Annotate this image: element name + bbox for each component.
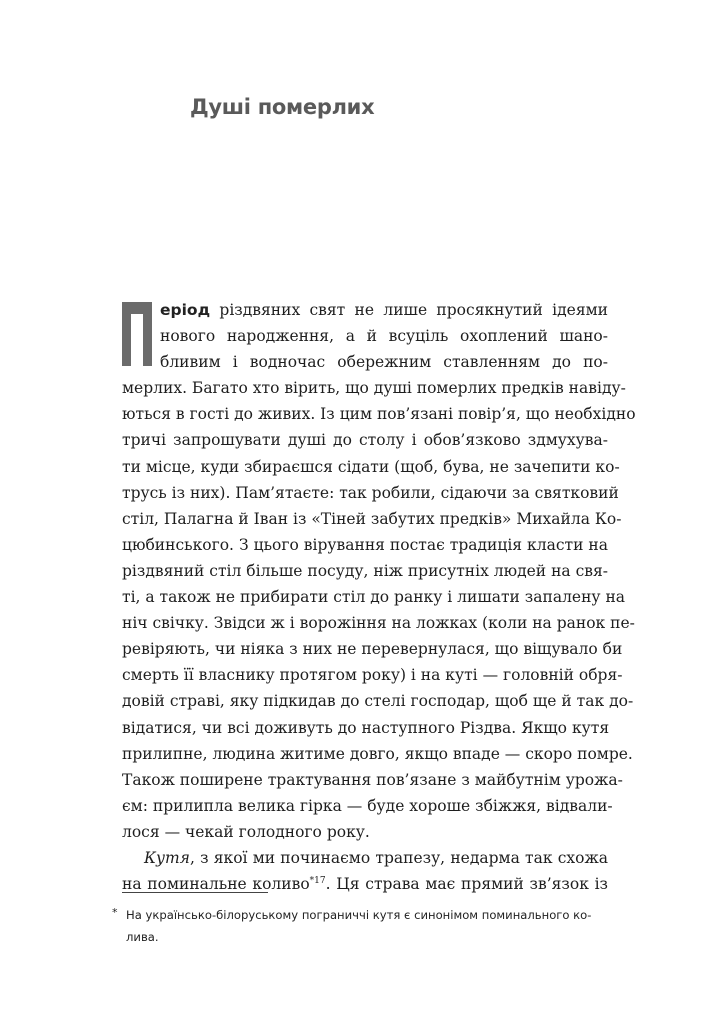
paragraph-line bbox=[122, 871, 608, 897]
paragraph-line: нового народження, а й всуціль охоплений шано- bbox=[160, 327, 608, 346]
body-text bbox=[122, 297, 636, 897]
line-text: . Ця страва має прямий зв’язок із bbox=[325, 875, 609, 894]
footnote-reference[interactable]: *17 bbox=[309, 876, 326, 887]
paragraph-line: бливим і водночас обережним ставленням до по- bbox=[160, 353, 608, 372]
paragraph-line: ревіряють, чи ніяка з них не перевернулася, що віщувало би bbox=[122, 640, 623, 659]
paragraph-line bbox=[122, 297, 608, 323]
paragraph-line: цюбинського. З цього вірування постає традиція класти на bbox=[122, 535, 608, 554]
line-text: різдвяних свят не лише просякнутий ідеями bbox=[210, 301, 608, 319]
paragraph-line: Також поширене трактування пов’язане з майбутнім урожа- bbox=[122, 770, 623, 789]
paragraph-line: ті, а також не прибирати стіл до ранку і лишати запалену на bbox=[122, 588, 626, 607]
chapter-title: Душі померлих bbox=[190, 95, 375, 119]
footnote-line: лива. bbox=[126, 930, 159, 944]
paragraph-line: прилипне, людина житиме довго, якщо впаде — скоро помре. bbox=[122, 744, 633, 763]
paragraph-line bbox=[122, 845, 608, 871]
line-text: на поминальне коливо bbox=[122, 875, 310, 894]
line-text: , з якої ми починаємо трапезу, недарма так схожа bbox=[189, 848, 608, 867]
paragraph-line: мерлих. Багато хто вірить, що душі померлих предків навіду- bbox=[122, 379, 626, 398]
paragraph-line: довій страві, яку підкидав до стелі господар, щоб ще й так до- bbox=[122, 692, 634, 711]
paragraph-line: ти місце, куди збираєшся сідати (щоб, бува, не зачепити ко- bbox=[122, 457, 620, 476]
paragraph-line: трусь із них). Пам’ятаєте: так робили, сідаючи за святковий bbox=[122, 483, 619, 502]
italic-term: Кутя bbox=[144, 848, 190, 867]
footnote-divider bbox=[122, 892, 268, 893]
paragraph-line: лося — чекай голодного року. bbox=[122, 822, 370, 841]
paragraph-line: ніч свічку. Звідси ж і ворожіння на ложках (коли на ранок пе- bbox=[122, 614, 635, 633]
lead-word: еріод bbox=[160, 301, 211, 319]
dropcap-initial bbox=[122, 302, 152, 366]
paragraph-line: стіл, Палагна й Іван із «Тіней забутих предків» Михайла Ко- bbox=[122, 509, 622, 528]
footnote-line: На українсько-білоруському пограниччі кутя є синонімом поминального ко- bbox=[126, 908, 592, 922]
footnote-marker: * bbox=[112, 906, 118, 919]
paragraph-line: єм: прилипла велика гірка — буде хороше збіжжя, відвали- bbox=[122, 796, 613, 815]
footnote bbox=[112, 904, 612, 948]
paragraph-line: смерть її власнику протягом року) і на куті — головній обря- bbox=[122, 666, 623, 685]
paragraph-line: відатися, чи всі доживуть до наступного Різдва. Якщо кутя bbox=[122, 718, 610, 737]
paragraph-line: тричі запрошувати душі до столу і обов’язково здмухува- bbox=[122, 431, 608, 450]
paragraph-line: ються в гості до живих. Із цим пов’язані повір’я, що необхідно bbox=[122, 405, 636, 424]
paragraph-line: різдвяний стіл більше посуду, ніж присутніх людей на свя- bbox=[122, 561, 608, 580]
